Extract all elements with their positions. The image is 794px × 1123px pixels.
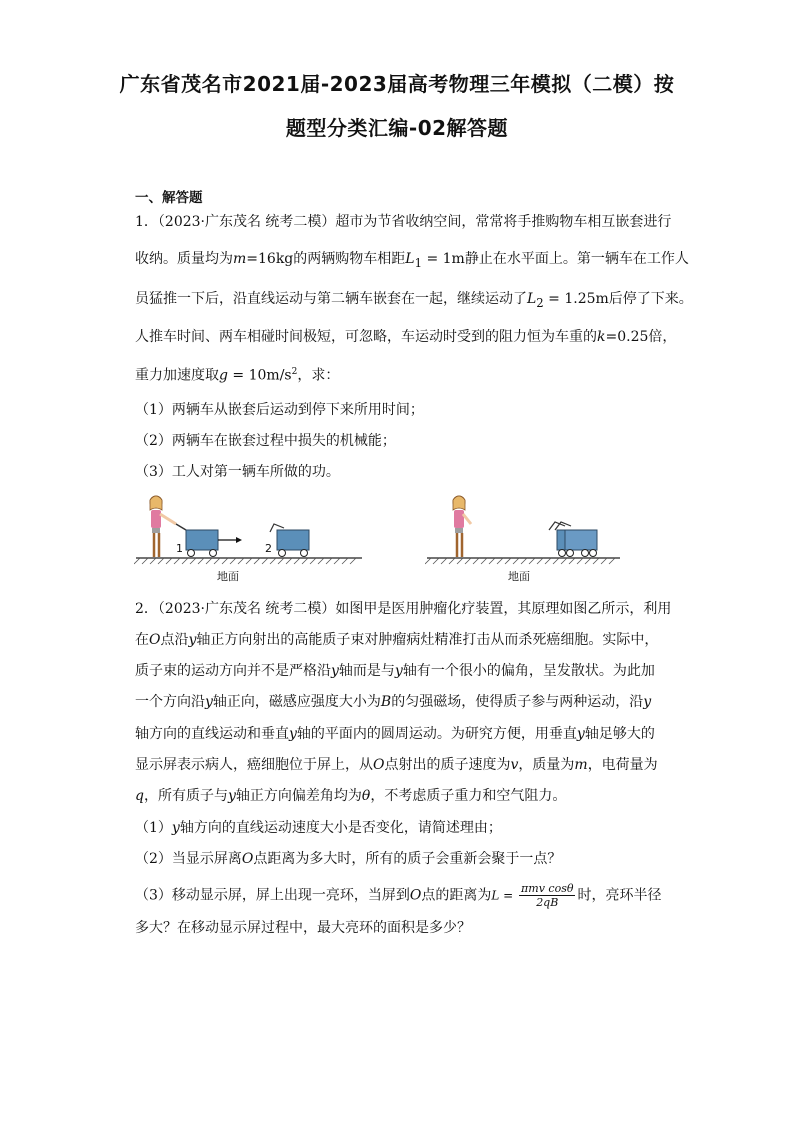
q2-line3: 质子束的运动方向并不是严格沿y轴而是与y轴有一个很小的偏角，呈发散状。为此加 — [135, 663, 655, 679]
q2-sub3: （3）移动显示屏，屏上出现一亮环，当屏到O点的距离为L = $\frac{\text{πmv cosθ}}{2qB}$ 时，亮环半径 — [135, 882, 662, 909]
q1-sub3: （3）工人对第一辆车所做的功。 — [135, 464, 340, 480]
q2-line4: 一个方向沿y轴正向，磁感应强度大小为B的匀强磁场，使得质子参与两种运动，沿y — [135, 694, 652, 710]
q2-line6: 显示屏表示病人，癌细胞位于屏上，从O点射出的质子速度为v，质量为m，电荷量为 — [135, 757, 658, 773]
q2-sub1: （1）y轴方向的直线运动速度大小是否变化，请简述理由； — [135, 820, 502, 836]
q2-sub2: （2）当显示屏离O点距离为多大时，所有的质子会重新会聚于一点？ — [135, 851, 562, 867]
section-heading: 一、解答题 — [135, 190, 203, 206]
q2-line5: 轴方向的直线运动和垂直y轴的平面内的圆周运动。为研究方便，用垂直y轴足够大的 — [135, 726, 655, 742]
figure-left-drawing — [134, 490, 364, 585]
q2-line-final: 多大？在移动显示屏过程中，最大亮环的面积是多少？ — [135, 920, 471, 936]
q1-line5: 重力加速度取$g = 10m/s^2$，求： — [135, 367, 340, 384]
q1-line4: 人推车时间、两车相碰时间极短，可忽略，车运动时受到的阻力恒为车重的k=0.25倍， — [135, 329, 677, 345]
q1-line3: 员猛推一下后，沿直线运动与第二辆车嵌套在一起，继续运动了$L_2 = 1.25m$后停了下来。 — [135, 291, 693, 310]
cart2-label: 2 — [265, 542, 272, 555]
q1-line2: 收纳。质量均为m=16kg的两辆购物车相距$L_1 = 1m$静止在水平面上。第一辆车在工作人 — [135, 251, 689, 270]
figure-right — [425, 490, 625, 585]
cart1-label: 1 — [176, 542, 183, 555]
figure-left — [134, 490, 364, 585]
ground-label-right: 地面 — [508, 570, 530, 583]
q1-sub1: （1）两辆车从嵌套后运动到停下来所用时间； — [135, 402, 424, 418]
doc-title-line2: 题型分类汇编-02解答题 — [285, 116, 509, 140]
q2-line7: q，所有质子与y轴正方向偏差角均为θ，不考虑质子重力和空气阻力。 — [135, 788, 567, 804]
q2-line2: 在O点沿y轴正方向射出的高能质子束对肿瘤病灶精准打击从而杀死癌细胞。实际中， — [135, 632, 659, 648]
doc-title-line1: 广东省茂名市2021届-2023届高考物理三年模拟（二模）按 — [119, 72, 675, 96]
q1-line1: 1．（2023·广东茂名 统考二模）超市为节省收纳空间，常常将手推购物车相互嵌套进行 — [135, 214, 672, 230]
formula-fraction: $\frac{\text{πmv cosθ}}{2qB}$ — [521, 882, 574, 909]
q1-sub2: （2）两辆车在嵌套过程中损失的机械能； — [135, 433, 396, 449]
ground-label-left: 地面 — [217, 570, 239, 583]
q2-line1: 2．（2023·广东茂名 统考二模）如图甲是医用肿瘤化疗装置，其原理如图乙所示，利用 — [135, 601, 672, 617]
